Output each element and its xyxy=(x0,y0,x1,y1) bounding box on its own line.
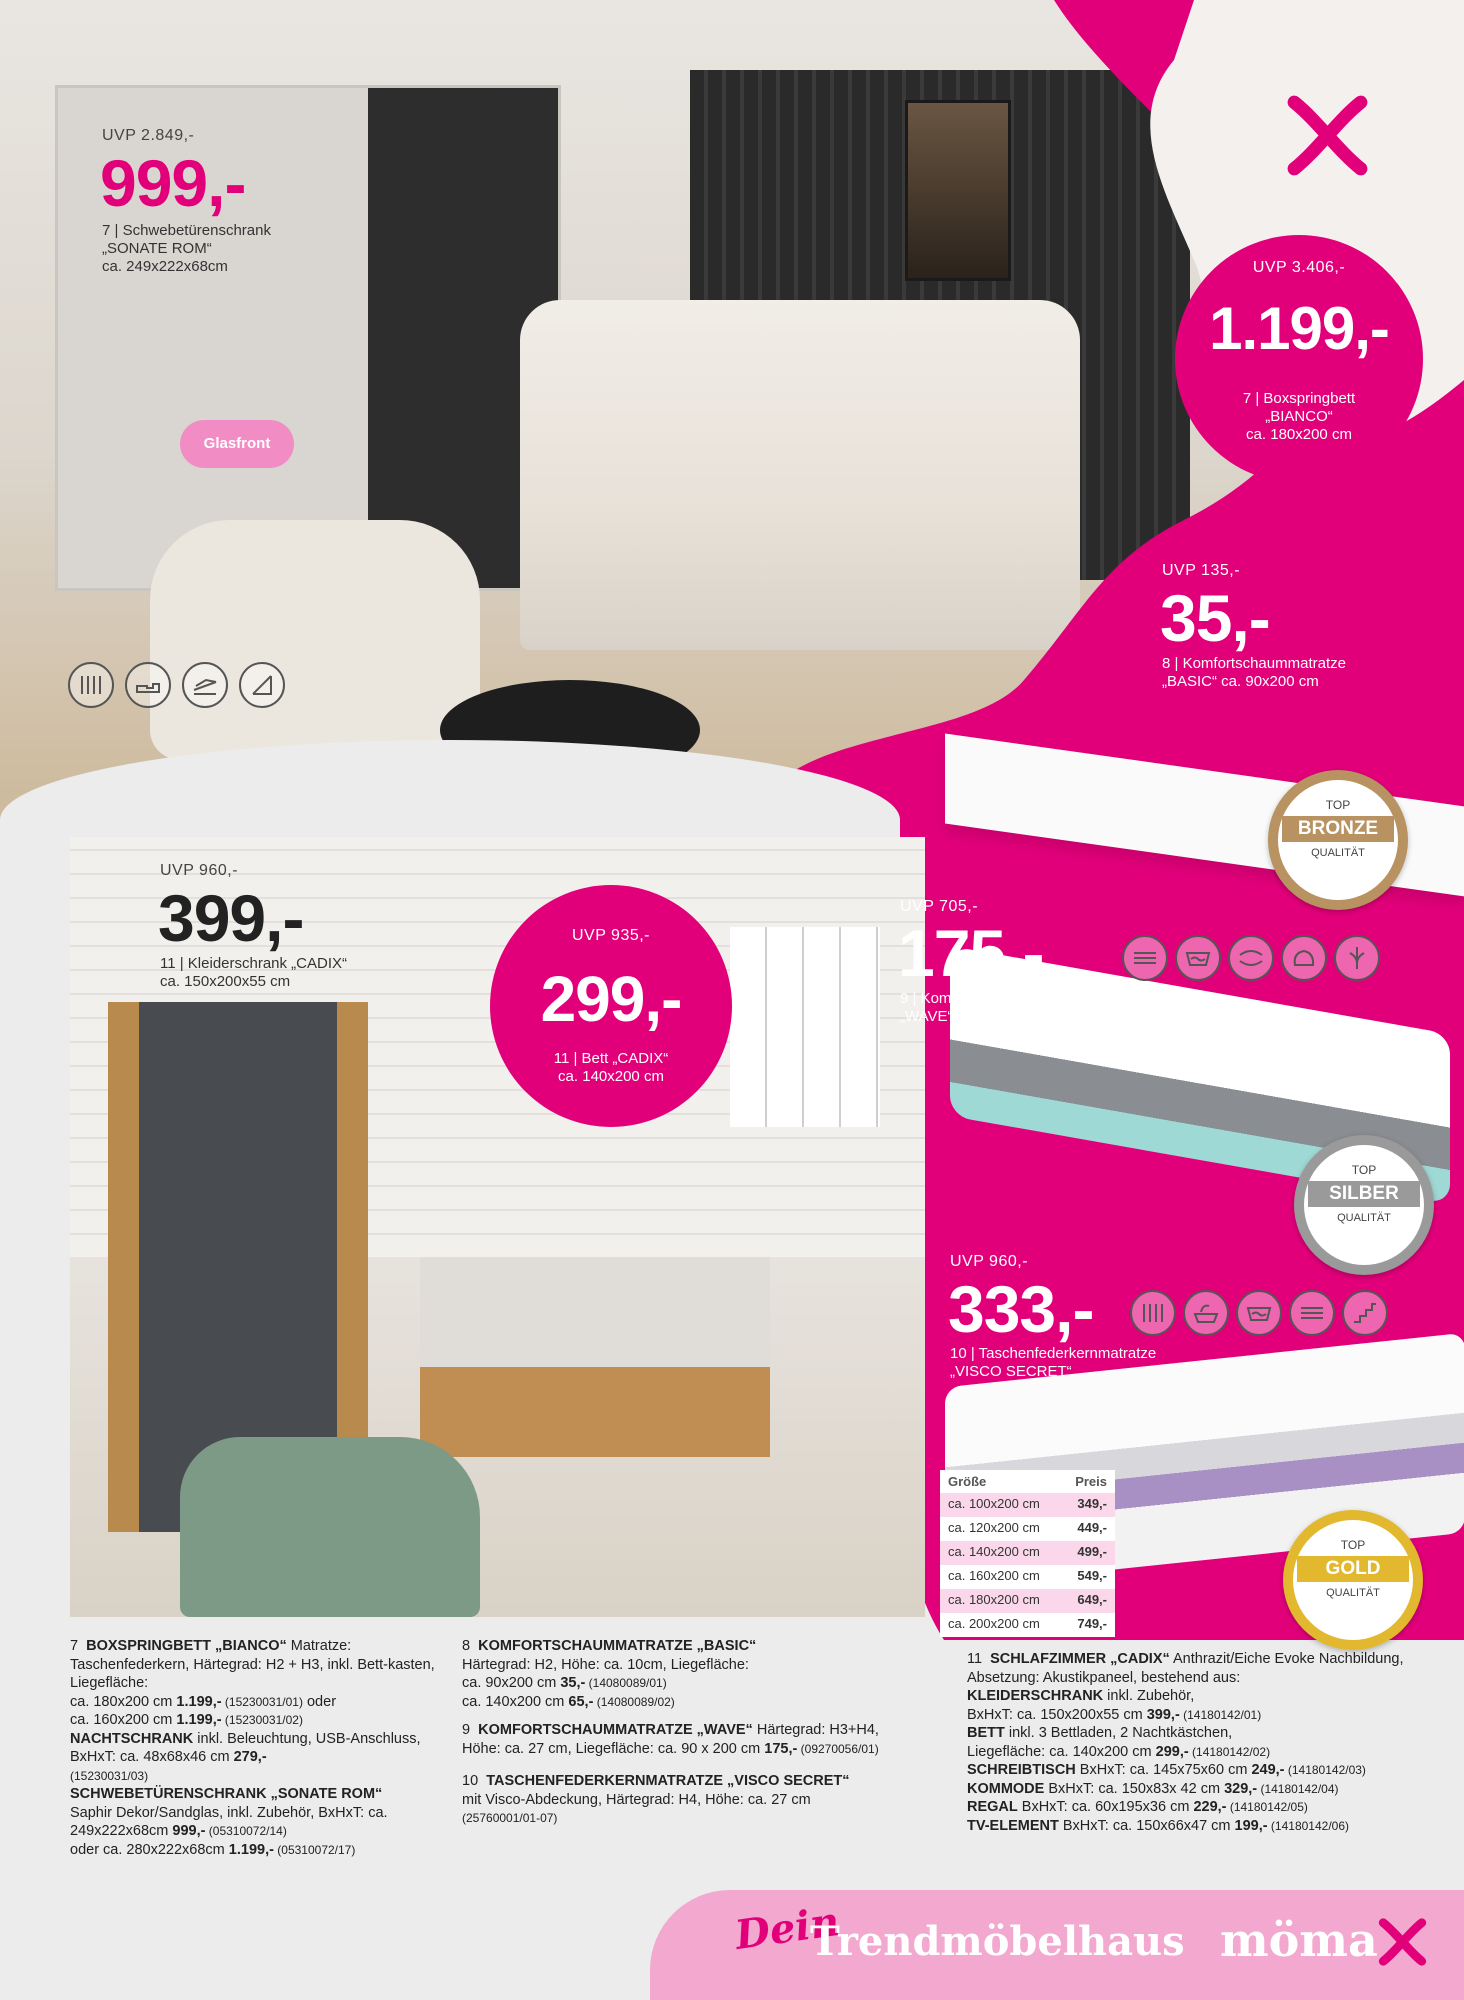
item-text: ca. 90x200 cm xyxy=(462,1675,561,1691)
bianco-description xyxy=(1175,390,1423,444)
item-text: ca. 160x200 cm xyxy=(70,1712,177,1728)
item-number: 7 xyxy=(70,1638,79,1654)
item-text: Matratze: Taschenfederkern, Härtegrad: H2 + H3, inkl. Bett-kasten, Liegefläche: xyxy=(70,1638,435,1691)
table-row xyxy=(940,1493,1115,1517)
item-title: SCHREIBTISCH xyxy=(967,1762,1076,1778)
item-code: (25760001/01-07) xyxy=(462,1811,558,1825)
item-price: 175,- xyxy=(764,1740,798,1757)
bianco-desc-line3: ca. 180x200 cm xyxy=(1246,426,1352,443)
item-title: TV-ELEMENT xyxy=(967,1817,1059,1834)
item-number: 9 xyxy=(462,1722,471,1738)
item-number: 10 xyxy=(462,1773,479,1789)
item-price: 1.199,- xyxy=(228,1841,274,1858)
item-price: 65,- xyxy=(568,1693,594,1710)
basic-desc-line2: „BASIC“ ca. 90x200 cm xyxy=(1162,673,1319,690)
wave-desc-line1: 9 | Komfortschaummatratze xyxy=(900,990,1084,1007)
item-title: BOXSPRINGBETT „BIANCO“ xyxy=(86,1638,287,1654)
item-text: BxHxT: ca. 150x200x55 cm xyxy=(967,1706,1147,1723)
cadix-bett-price: 299,- xyxy=(540,963,682,1035)
wave-description xyxy=(900,990,1084,1026)
item-code: (14080089/02) xyxy=(593,1694,675,1709)
item-price: 35,- xyxy=(560,1675,586,1691)
item-price: 1.199,- xyxy=(176,1693,222,1710)
zone-icon xyxy=(1228,935,1274,981)
table-row xyxy=(940,1517,1115,1541)
item-price: 999,- xyxy=(172,1823,206,1839)
item-text: Anthrazit/Eiche Evoke Nachbildung, Absetzung: Akustikpaneel, bestehend aus: xyxy=(967,1651,1404,1686)
table-row xyxy=(940,1589,1115,1613)
item-code: (14180142/04) xyxy=(1257,1781,1339,1796)
table-row xyxy=(940,1541,1115,1565)
header-price: Preis xyxy=(1075,1474,1107,1489)
item-text: ca. 180x200 cm xyxy=(70,1693,177,1710)
item-title: NACHTSCHRANK xyxy=(70,1730,194,1747)
cadix-bett-description xyxy=(490,1050,732,1086)
item-title: KOMFORTSCHAUMMATRATZE „BASIC“ xyxy=(478,1638,757,1654)
item-price: 329,- xyxy=(1224,1780,1258,1797)
spring-core-icon xyxy=(1289,1290,1335,1336)
item-text: 249x222x68cm xyxy=(70,1823,173,1839)
bed-cadix-image xyxy=(420,1257,770,1457)
momax-x-logo-icon xyxy=(1280,88,1375,183)
ergonomic-icon xyxy=(125,662,171,708)
size-cell: ca. 180x200 cm xyxy=(948,1592,1040,1607)
item-price: 399,- xyxy=(1146,1706,1180,1723)
visco-desc-line1: 10 | Taschenfederkernmatratze xyxy=(950,1345,1157,1362)
item-code: (14180142/02) xyxy=(1188,1744,1271,1759)
item-text: inkl. 3 Bettladen, 2 Nachtkästchen, xyxy=(1004,1725,1233,1741)
cadix-bett-price-circle xyxy=(490,885,732,1127)
item-title: SCHLAFZIMMER „CADIX“ xyxy=(990,1651,1170,1667)
item-title: KOMFORTSCHAUMMATRATZE „WAVE“ xyxy=(478,1722,753,1738)
top-bronze-quality-badge xyxy=(1268,770,1408,910)
item-text: inkl. Beleuchtung, USB-Anschluss, BxHxT: ca. 48x68x46 cm xyxy=(70,1730,421,1765)
item-price: 1.199,- xyxy=(176,1712,222,1728)
sonate-price: 999,- xyxy=(100,146,246,220)
item-title: TASCHENFEDERKERNMATRATZE „VISCO SECRET“ xyxy=(486,1773,850,1789)
item-title: BETT xyxy=(967,1725,1005,1741)
cadix-schrank-uvp: UVP 960,- xyxy=(160,862,239,879)
item-price: 279,- xyxy=(233,1749,267,1765)
footer-trendmoebelhaus: Trendmöbelhaus xyxy=(810,1918,1185,1965)
item-text: Saphir Dekor/Sandglas, inkl. Zubehör, BxHxT: ca. xyxy=(70,1804,388,1821)
price-cell: 549,- xyxy=(1077,1568,1107,1583)
size-cell: ca. 100x200 cm xyxy=(948,1496,1040,1511)
sonate-description xyxy=(102,222,271,276)
wave-uvp: UVP 705,- xyxy=(900,898,979,915)
visco-desc-line2: „VISCO SECRET“ xyxy=(950,1363,1072,1380)
table-body xyxy=(940,1493,1115,1637)
boxspring-icon xyxy=(182,662,228,708)
item-number: 8 xyxy=(462,1638,471,1654)
cadix-bett-uvp: UVP 935,- xyxy=(571,927,651,944)
item-code: (14180142/05) xyxy=(1226,1800,1308,1814)
hand-wash-icon xyxy=(1183,1290,1229,1336)
price-cell: 449,- xyxy=(1077,1520,1107,1535)
item-text: BxHxT: ca. 60x195x36 cm xyxy=(1017,1799,1194,1815)
item-code: (15230031/03) xyxy=(70,1768,149,1783)
top-silber-quality-badge xyxy=(1294,1135,1434,1275)
table-header xyxy=(940,1470,1115,1493)
footer-dein-script: Dein xyxy=(732,1897,843,1960)
brand-x-icon xyxy=(1375,1912,1430,1972)
description-column-3 xyxy=(967,1650,1437,1835)
breathable-icon xyxy=(1281,935,1327,981)
description-column-2 xyxy=(462,1637,902,1838)
basic-details xyxy=(462,1637,902,1711)
badge-bottom-label: QUALITÄT xyxy=(1326,1587,1380,1599)
wave-details xyxy=(462,1721,902,1758)
bianco-desc-line2: „BIANCO“ xyxy=(1265,408,1333,425)
visco-description xyxy=(950,1345,1156,1381)
sonate-uvp: UVP 2.849,- xyxy=(102,127,195,144)
washable-cover-icon xyxy=(1175,935,1221,981)
visco-size-price-table xyxy=(940,1470,1115,1637)
allergy-icon xyxy=(1334,935,1380,981)
item-code: (14080089/01) xyxy=(585,1676,667,1690)
bianco-desc-line1: 7 | Boxspringbett xyxy=(1242,390,1356,407)
wave-desc-line2: „WAVE“ ca. 90x200 cm xyxy=(900,1008,1055,1025)
visco-details xyxy=(462,1772,902,1828)
item-code: (05310072/14) xyxy=(205,1824,287,1838)
visco-price: 333,- xyxy=(948,1272,1094,1346)
window xyxy=(730,927,880,1127)
sonate-desc-line2: „SONATE ROM“ xyxy=(102,240,212,257)
item-code: (14180142/06) xyxy=(1267,1818,1349,1833)
price-cell: 349,- xyxy=(1077,1496,1107,1511)
item-code: (15230031/02) xyxy=(221,1713,303,1727)
sonate-desc-line1: 7 | Schwebetürenschrank xyxy=(102,222,271,239)
item-text: inkl. Zubehör, xyxy=(1103,1688,1195,1704)
basic-price: 35,- xyxy=(1160,581,1270,655)
header-size: Größe xyxy=(948,1474,987,1489)
item-code: (14180142/03) xyxy=(1284,1763,1366,1777)
wave-price: 175,- xyxy=(898,916,1044,990)
badge-bottom-label: QUALITÄT xyxy=(1337,1212,1391,1224)
description-column-1 xyxy=(70,1637,440,1869)
item-number: 11 xyxy=(967,1651,983,1667)
size-cell: ca. 140x200 cm xyxy=(948,1544,1040,1559)
cadix-bett-desc-line1: 11 | Bett „CADIX“ xyxy=(553,1050,669,1067)
washable-cover-icon xyxy=(1236,1290,1282,1336)
table-row xyxy=(940,1613,1115,1637)
visco-feature-icons xyxy=(1130,1290,1388,1336)
item-price: 249,- xyxy=(1251,1762,1285,1778)
item-code: (15230031/01) xyxy=(221,1694,303,1709)
pocket-spring-icon xyxy=(1122,935,1168,981)
badge-main-label: SILBER xyxy=(1308,1181,1420,1207)
item-text: BxHxT: ca. 150x66x47 cm xyxy=(1058,1817,1235,1834)
cadix-schrank-description xyxy=(160,955,347,991)
item-title: REGAL xyxy=(967,1799,1018,1815)
bianco-details xyxy=(70,1637,440,1859)
item-text: oder xyxy=(302,1693,337,1710)
bianco-uvp: UVP 3.406,- xyxy=(1252,259,1346,276)
badge-top-label: TOP xyxy=(1325,798,1351,812)
size-cell: ca. 160x200 cm xyxy=(948,1568,1040,1583)
price-cell: 749,- xyxy=(1077,1616,1107,1631)
cadix-schrank-desc-line1: 11 | Kleiderschrank „CADIX“ xyxy=(160,955,348,972)
feature-icons-row xyxy=(68,662,285,708)
basic-desc-line1: 8 | Komfortschaummatratze xyxy=(1162,655,1346,672)
item-title: SCHWEBETÜRENSCHRANK „SONATE ROM“ xyxy=(70,1786,383,1802)
visco-uvp: UVP 960,- xyxy=(950,1253,1029,1270)
armchair-image xyxy=(150,520,480,760)
cadix-schrank-desc-line2: ca. 150x200x55 cm xyxy=(160,973,291,990)
item-text: BxHxT: ca. 145x75x60 cm xyxy=(1075,1762,1252,1778)
item-text: ca. 140x200 cm xyxy=(462,1693,569,1710)
item-code: (05310072/17) xyxy=(273,1842,356,1857)
badge-main-label: GOLD xyxy=(1297,1556,1409,1582)
item-text: oder ca. 280x222x68cm xyxy=(70,1841,229,1858)
bianco-price: 1.199,- xyxy=(1209,295,1389,362)
item-price: 299,- xyxy=(1155,1743,1189,1760)
momax-brand-logo[interactable] xyxy=(1220,1913,1378,1967)
cadix-bett-desc-line2: ca. 140x200 cm xyxy=(558,1068,664,1085)
badge-top-label: TOP xyxy=(1351,1163,1377,1177)
firmness-icon xyxy=(1342,1290,1388,1336)
item-text: BxHxT: ca. 150x83x 42 cm xyxy=(1044,1780,1225,1797)
item-text: Liegefläche: ca. 140x200 cm xyxy=(967,1743,1156,1760)
item-text: mit Visco-Abdeckung, Härtegrad: H4, Höhe: ca. 27 cm xyxy=(462,1791,811,1808)
item-text: Härtegrad: H2, Höhe: ca. 10cm, Liegefläche: xyxy=(462,1656,749,1673)
bianco-price-circle xyxy=(1175,235,1423,483)
pouf-image xyxy=(180,1437,480,1617)
pocket-spring-icon xyxy=(68,662,114,708)
brand-wordmark: möma xyxy=(1220,1913,1378,1967)
price-cell: 499,- xyxy=(1077,1544,1107,1559)
basic-uvp: UVP 135,- xyxy=(1162,562,1241,579)
wave-feature-icons xyxy=(1122,935,1380,981)
table-row xyxy=(940,1565,1115,1589)
size-cell: ca. 200x200 cm xyxy=(948,1616,1040,1631)
badge-main-label: BRONZE xyxy=(1282,816,1394,842)
price-cell: 649,- xyxy=(1077,1592,1107,1607)
item-price: 229,- xyxy=(1193,1799,1227,1815)
item-code: (09270056/01) xyxy=(797,1741,879,1756)
badge-top-label: TOP xyxy=(1340,1538,1366,1552)
basic-description xyxy=(1162,655,1346,691)
item-title: KOMMODE xyxy=(967,1780,1045,1797)
sonate-desc-line3: ca. 249x222x68cm xyxy=(102,258,228,275)
cadix-schrank-price: 399,- xyxy=(158,881,304,955)
size-cell: ca. 120x200 cm xyxy=(948,1520,1040,1535)
item-title: KLEIDERSCHRANK xyxy=(967,1688,1104,1704)
top-gold-quality-badge xyxy=(1283,1510,1423,1650)
glasfront-label: Glasfront xyxy=(180,420,294,468)
item-price: 199,- xyxy=(1234,1817,1268,1834)
item-text: Härtegrad: H3+H4, Höhe: ca. 27 cm, Liegefläche: ca. 90 x 200 cm xyxy=(462,1722,879,1757)
colour-selection-icon xyxy=(239,662,285,708)
badge-bottom-label: QUALITÄT xyxy=(1311,847,1365,859)
pocket-spring-icon xyxy=(1130,1290,1176,1336)
item-code: (14180142/01) xyxy=(1179,1707,1262,1722)
